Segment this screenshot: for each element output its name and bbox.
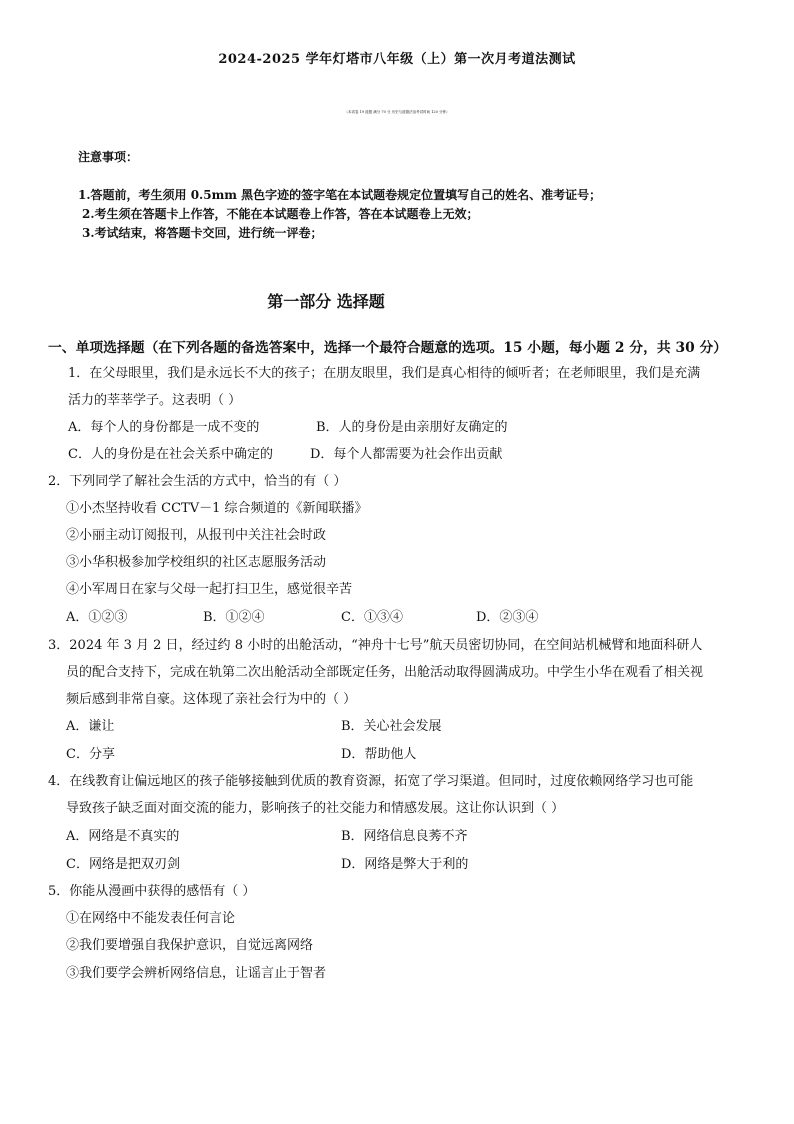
part-title: 第一部分 选择题 xyxy=(267,292,385,311)
q3-stem-line-2: 员的配合支持下，完成在轨第二次出舱活动全部既定任务，出舱活动取得圆满成功。中学生小华在观看了相关视 xyxy=(66,665,704,680)
q2-statement-3: ③小华积极参加学校组织的社区志愿服务活动 xyxy=(66,555,327,570)
q5-statement-3: ③我们要学会辨析网络信息，让谣言止于智者 xyxy=(66,966,327,981)
notice-item-1: 1.答题前，考生须用 0.5mm 黑色字迹的签字笔在本试题卷规定位置填写自己的姓名、准考证号； xyxy=(78,188,602,202)
q5-stem: 5．你能从漫画中获得的感悟有（ ） xyxy=(48,884,256,899)
q3-option-c: C．分享 xyxy=(66,747,115,762)
q4-stem-line-1: 4．在线教育让偏远地区的孩子能够接触到优质的教育资源，拓宽了学习渠道。但同时，过度依赖网络学习也可能 xyxy=(48,774,694,789)
q2-option-b: B．①②④ xyxy=(203,610,265,625)
q3-option-a: A．谦让 xyxy=(66,719,115,734)
q1-stem-line-1: 1．在父母眼里，我们是永远长不大的孩子；在朋友眼里，我们是真心相待的倾听者；在老师眼里，我们是充满 xyxy=(68,366,701,381)
q5-statement-1: ①在网络中不能发表任何言论 xyxy=(66,911,236,926)
q1-stem-line-2: 活力的莘莘学子。这表明（ ） xyxy=(68,393,242,408)
q3-stem-line-3: 频后感到非常自豪。这体现了亲社会行为中的（ ） xyxy=(66,692,357,707)
q2-statement-4: ④小军周日在家与父母一起打扫卫生，感觉很辛苦 xyxy=(66,582,353,597)
q4-option-b: B．网络信息良莠不齐 xyxy=(341,829,468,844)
q3-option-b: B．关心社会发展 xyxy=(341,719,442,734)
notice-heading: 注意事项： xyxy=(78,150,139,164)
q4-option-d: D．网络是弊大于利的 xyxy=(341,857,469,872)
q1-option-c: C．人的身份是在社会关系中确定的 xyxy=(68,447,273,462)
exam-subtitle: （本试卷 19 道题 满分 70 分 历史与道德法治考试时间 120 分钟） xyxy=(344,110,450,114)
q1-option-b: B．人的身份是由亲朋好友确定的 xyxy=(316,420,508,435)
exam-title: 2024-2025 学年灯塔市八年级（上）第一次月考道法测试 xyxy=(218,52,576,67)
q4-option-a: A．网络是不真实的 xyxy=(66,829,180,844)
section-title: 一、单项选择题（在下列各题的备选答案中，选择一个最符合题意的选项。15 小题，每小题 2 分，共 30 分） xyxy=(48,340,728,356)
q1-option-d: D．每个人都需要为社会作出贡献 xyxy=(310,447,503,462)
q1-option-a: A．每个人的身份都是一成不变的 xyxy=(68,420,260,435)
q3-option-d: D．帮助他人 xyxy=(341,747,417,762)
q2-statement-2: ②小丽主动订阅报刊，从报刊中关注社会时政 xyxy=(66,528,327,543)
q2-option-c: C．①③④ xyxy=(341,610,403,625)
q5-statement-2: ②我们要增强自我保护意识，自觉远离网络 xyxy=(66,938,314,953)
notice-item-2: 2.考生须在答题卡上作答，不能在本试题卷上作答，答在本试题卷上无效； xyxy=(82,207,479,221)
notice-item-3: 3.考试结束，将答题卡交回，进行统一评卷； xyxy=(82,226,323,240)
q2-stem: 2．下列同学了解社会生活的方式中，恰当的有（ ） xyxy=(48,474,347,489)
q2-statement-1: ①小杰坚持收看 CCTV－1 综合频道的《新闻联播》 xyxy=(66,501,368,516)
q2-option-d: D．②③④ xyxy=(476,610,539,625)
q4-option-c: C．网络是把双刃剑 xyxy=(66,857,180,872)
q4-stem-line-2: 导致孩子缺乏面对面交流的能力，影响孩子的社交能力和情感发展。这让你认识到（ ） xyxy=(66,801,565,816)
q2-option-a: A．①②③ xyxy=(66,610,128,625)
q3-stem-line-1: 3．2024 年 3 月 2 日，经过约 8 小时的出舱活动，“神舟十七号”航天员密切协同，在空间站机械臂和地面科研人 xyxy=(48,638,703,653)
